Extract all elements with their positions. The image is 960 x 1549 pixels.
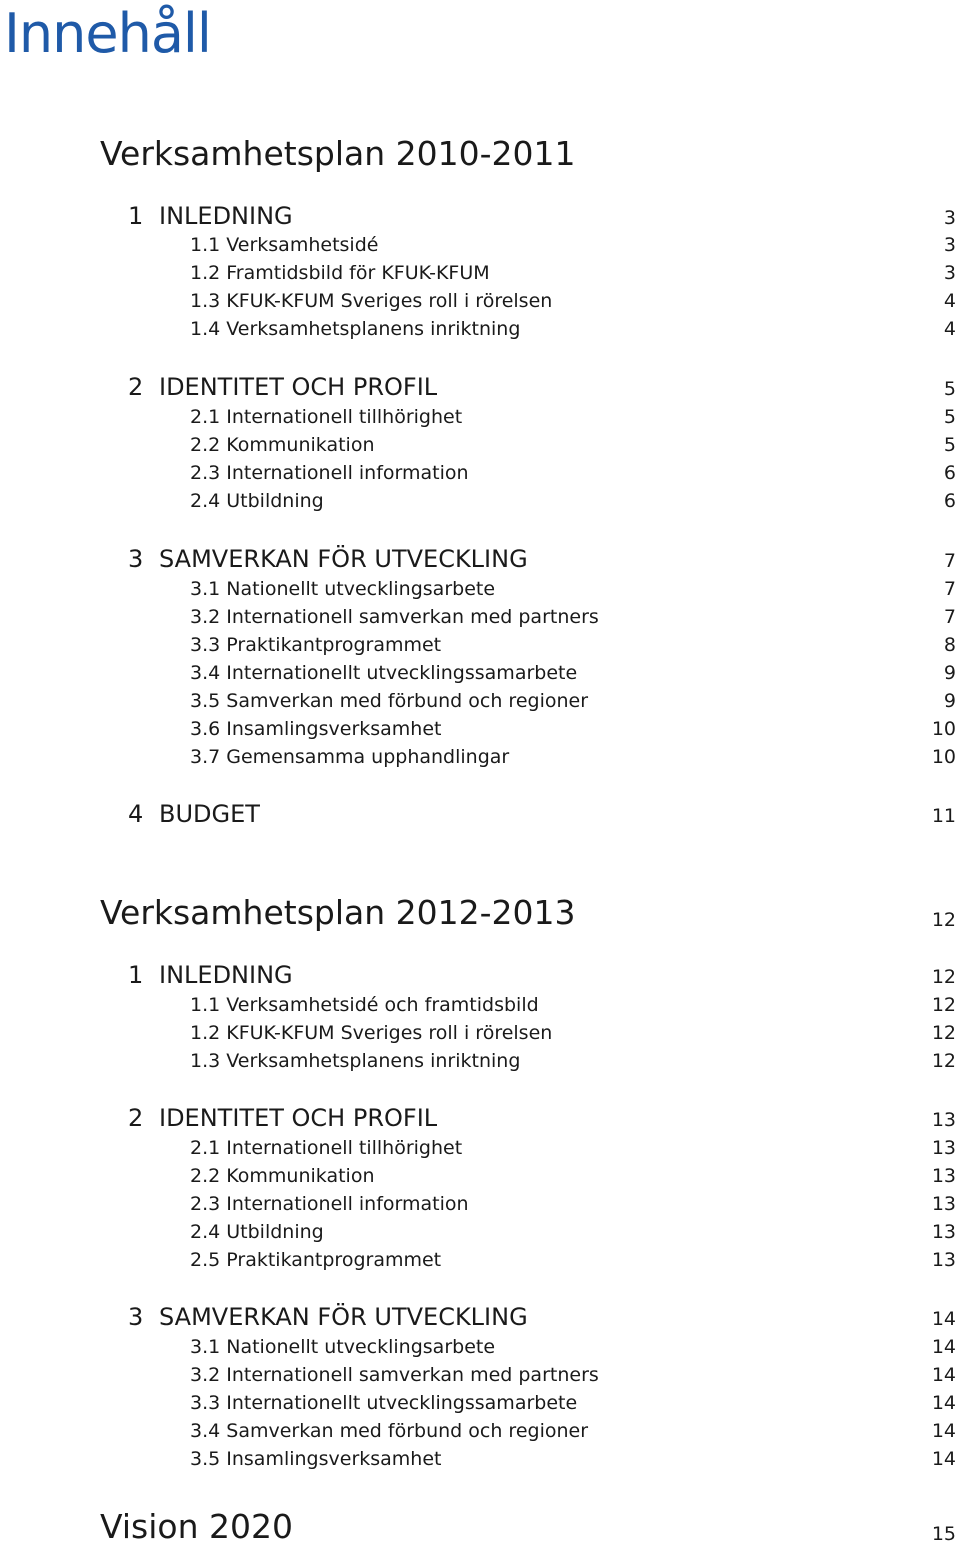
- toc-section[interactable]: [190, 743, 956, 771]
- chapter-number: 3: [128, 545, 144, 573]
- page-number: 5: [943, 434, 956, 456]
- page-title: Innehåll: [4, 2, 211, 65]
- section-title: 3.3 Internationellt utvecklingssamarbete: [190, 1392, 578, 1414]
- toc-section[interactable]: [190, 431, 956, 459]
- section-title: 2.3 Internationell information: [190, 462, 469, 484]
- toc-chapter[interactable]: [128, 200, 956, 232]
- page-number: 12: [931, 1022, 956, 1044]
- toc-section[interactable]: [190, 287, 956, 315]
- toc-section[interactable]: [190, 991, 956, 1019]
- page-number: 12: [931, 994, 956, 1016]
- section-title: 2.4 Utbildning: [190, 1221, 324, 1243]
- chapter-number: 1: [128, 961, 144, 989]
- toc-section[interactable]: [190, 1361, 956, 1389]
- section-title: 1.4 Verksamhetsplanens inriktning: [190, 318, 521, 340]
- toc-section[interactable]: [190, 403, 956, 431]
- chapter-number: 2: [128, 1104, 144, 1132]
- page-number: 13: [931, 1193, 956, 1215]
- section-title: 2.5 Praktikantprogrammet: [190, 1249, 442, 1271]
- toc-section[interactable]: [190, 1019, 956, 1047]
- page-number: 5: [943, 406, 956, 428]
- part-title-text: Vision 2020: [100, 1507, 293, 1546]
- section-title: 1.1 Verksamhetsidé: [190, 234, 379, 256]
- toc-chapter[interactable]: [128, 959, 956, 991]
- toc-section[interactable]: [190, 1134, 956, 1162]
- chapter-title: SAMVERKAN FÖR UTVECKLING: [159, 1303, 528, 1331]
- section-title: 2.1 Internationell tillhörighet: [190, 1137, 463, 1159]
- toc-chapter[interactable]: [128, 543, 956, 575]
- chapter-number: 4: [128, 800, 144, 828]
- chapter-number: 1: [128, 202, 144, 230]
- toc-section[interactable]: [190, 1333, 956, 1361]
- page-number: 10: [931, 746, 956, 768]
- section-title: 2.2 Kommunikation: [190, 434, 375, 456]
- page-number: 15: [931, 1523, 956, 1545]
- section-title: 3.6 Insamlingsverksamhet: [190, 718, 442, 740]
- page-number: 6: [943, 490, 956, 512]
- chapter-title: IDENTITET OCH PROFIL: [159, 1104, 438, 1132]
- toc-section[interactable]: [190, 231, 956, 259]
- section-title: 2.3 Internationell information: [190, 1193, 469, 1215]
- page-number: 14: [931, 1420, 956, 1442]
- page-number: 4: [943, 318, 956, 340]
- page-number: 6: [943, 462, 956, 484]
- part-title-text: Verksamhetsplan 2012-2013: [100, 893, 576, 932]
- page-number: 14: [931, 1392, 956, 1414]
- toc-section[interactable]: [190, 487, 956, 515]
- page-number: 14: [931, 1364, 956, 1386]
- section-title: 3.5 Samverkan med förbund och regioner: [190, 690, 589, 712]
- page-number: 14: [931, 1448, 956, 1470]
- toc-section[interactable]: [190, 1445, 956, 1473]
- toc-section[interactable]: [190, 1162, 956, 1190]
- page-number: 3: [943, 262, 956, 284]
- section-title: 3.4 Internationellt utvecklingssamarbete: [190, 662, 578, 684]
- section-title: 2.1 Internationell tillhörighet: [190, 406, 463, 428]
- page-number: 4: [943, 290, 956, 312]
- toc-section[interactable]: [190, 631, 956, 659]
- section-title: 3.3 Praktikantprogrammet: [190, 634, 442, 656]
- toc-section[interactable]: [190, 1417, 956, 1445]
- toc-section[interactable]: [190, 315, 956, 343]
- chapter-title: IDENTITET OCH PROFIL: [159, 373, 438, 401]
- part-title[interactable]: [100, 132, 956, 176]
- toc-section[interactable]: [190, 659, 956, 687]
- section-title: 3.2 Internationell samverkan med partners: [190, 1364, 599, 1386]
- section-title: 3.5 Insamlingsverksamhet: [190, 1448, 442, 1470]
- page-number: 13: [931, 1109, 956, 1131]
- page-number: 13: [931, 1249, 956, 1271]
- part-title[interactable]: [100, 891, 956, 935]
- page-number: 8: [943, 634, 956, 656]
- page-number: 3: [943, 207, 956, 229]
- page-number: 14: [931, 1336, 956, 1358]
- section-title: 2.2 Kommunikation: [190, 1165, 375, 1187]
- section-title: 3.2 Internationell samverkan med partners: [190, 606, 599, 628]
- toc-section[interactable]: [190, 1190, 956, 1218]
- part-title-text: Verksamhetsplan 2010-2011: [100, 134, 576, 173]
- section-title: 1.1 Verksamhetsidé och framtidsbild: [190, 994, 539, 1016]
- section-title: 1.2 KFUK-KFUM Sveriges roll i rörelsen: [190, 1022, 553, 1044]
- toc-chapter[interactable]: [128, 371, 956, 403]
- page-number: 10: [931, 718, 956, 740]
- chapter-title: INLEDNING: [159, 202, 293, 230]
- page-number: 13: [931, 1221, 956, 1243]
- toc-section[interactable]: [190, 259, 956, 287]
- toc-section[interactable]: [190, 1389, 956, 1417]
- page-number: 7: [943, 550, 956, 572]
- section-title: 2.4 Utbildning: [190, 490, 324, 512]
- page-number: 7: [943, 606, 956, 628]
- page-number: 9: [943, 690, 956, 712]
- toc-section[interactable]: [190, 1047, 956, 1075]
- toc-chapter[interactable]: [128, 1301, 956, 1333]
- section-title: 3.7 Gemensamma upphandlingar: [190, 746, 510, 768]
- toc-chapter[interactable]: [128, 1102, 956, 1134]
- section-title: 1.2 Framtidsbild för KFUK-KFUM: [190, 262, 490, 284]
- section-title: 3.1 Nationellt utvecklingsarbete: [190, 1336, 496, 1358]
- section-title: 1.3 Verksamhetsplanens inriktning: [190, 1050, 521, 1072]
- toc-section[interactable]: [190, 687, 956, 715]
- toc-section[interactable]: [190, 459, 956, 487]
- section-title: 1.3 KFUK-KFUM Sveriges roll i rörelsen: [190, 290, 553, 312]
- chapter-title: SAMVERKAN FÖR UTVECKLING: [159, 545, 528, 573]
- section-title: 3.4 Samverkan med förbund och regioner: [190, 1420, 589, 1442]
- toc-section[interactable]: [190, 715, 956, 743]
- chapter-number: 2: [128, 373, 144, 401]
- page-number: 5: [943, 378, 956, 400]
- page-number: 13: [931, 1165, 956, 1187]
- section-title: 3.1 Nationellt utvecklingsarbete: [190, 578, 496, 600]
- page-number: 12: [931, 1050, 956, 1072]
- chapter-title: INLEDNING: [159, 961, 293, 989]
- chapter-number: 3: [128, 1303, 144, 1331]
- page-number: 14: [931, 1308, 956, 1330]
- chapter-title: BUDGET: [159, 800, 260, 828]
- page-number: 9: [943, 662, 956, 684]
- toc-section[interactable]: [190, 603, 956, 631]
- page-number: 3: [943, 234, 956, 256]
- page-number: 12: [931, 966, 956, 988]
- toc-section[interactable]: [190, 1246, 956, 1274]
- page-number: 12: [931, 909, 956, 931]
- page-number: 7: [943, 578, 956, 600]
- page-number: 11: [931, 805, 956, 827]
- toc-section[interactable]: [190, 575, 956, 603]
- toc-section[interactable]: [190, 1218, 956, 1246]
- page-number: 13: [931, 1137, 956, 1159]
- part-title[interactable]: [100, 1505, 956, 1549]
- toc-chapter[interactable]: [128, 798, 956, 830]
